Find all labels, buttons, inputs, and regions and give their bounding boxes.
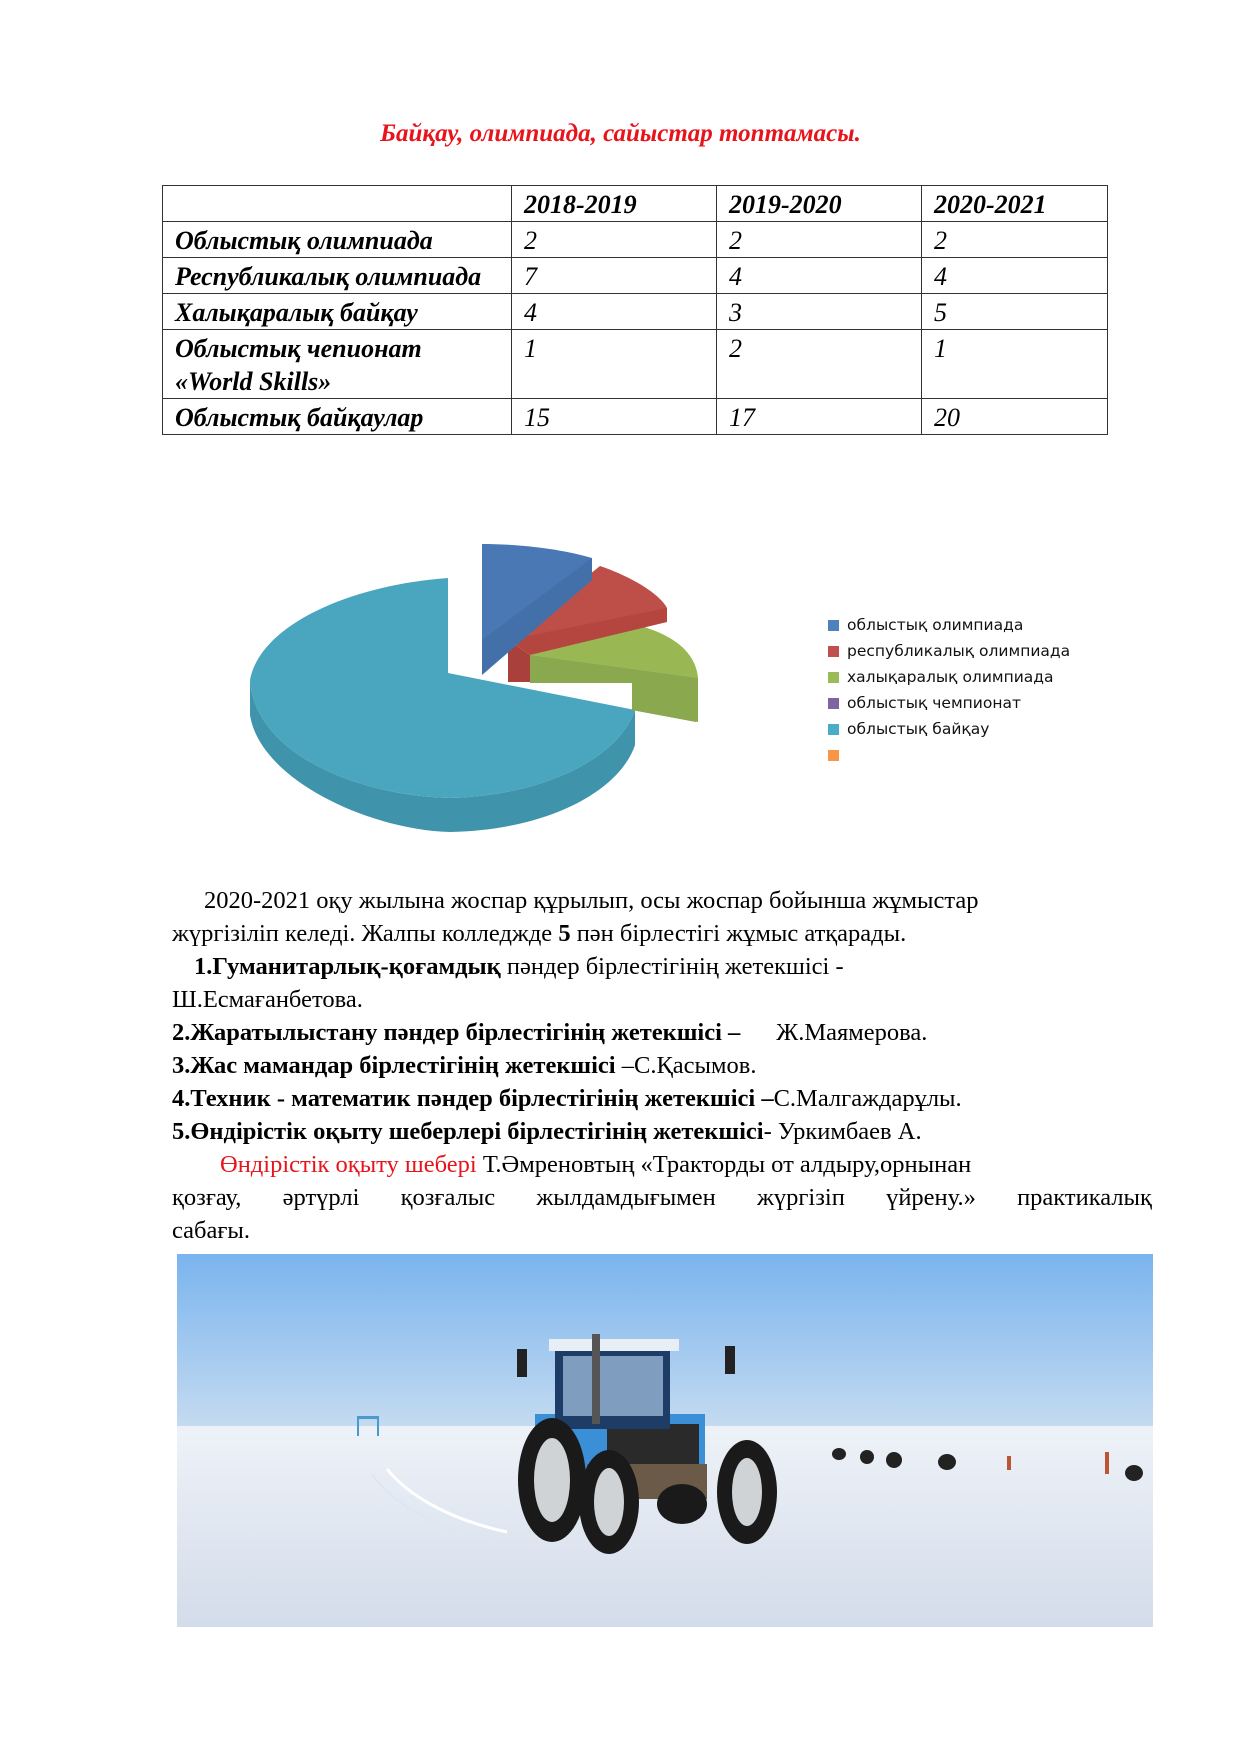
paragraph-line bbox=[172, 917, 1152, 950]
legend-swatch-icon bbox=[828, 646, 839, 657]
association-item bbox=[172, 1082, 1152, 1115]
association-title: 1.Гуманитарлық-қоғамдық bbox=[194, 953, 501, 980]
association-title: 4.Техник - математик пәндер бірлестігінің жетекшісі – bbox=[172, 1085, 774, 1112]
table-cell: 4 bbox=[922, 258, 1108, 294]
table-row bbox=[163, 399, 1108, 435]
legend-item bbox=[828, 690, 1070, 716]
table-row bbox=[163, 294, 1108, 330]
table-cell: 17 bbox=[717, 399, 922, 435]
association-item bbox=[172, 950, 1152, 983]
word: әртүрлі bbox=[282, 1184, 360, 1211]
paragraph-line: 2020-2021 оқу жылына жоспар құрылып, осы жоспар бойынша жұмыстар bbox=[204, 887, 979, 914]
column-header: 2019-2020 bbox=[717, 186, 922, 222]
legend-swatch-icon bbox=[828, 672, 839, 683]
legend-label: халықаралық олимпиада bbox=[847, 668, 1054, 686]
table-cell: 2 bbox=[717, 222, 922, 258]
association-leader: –С.Қасымов. bbox=[615, 1052, 757, 1079]
association-title: 5.Өндірістік оқыту шеберлері бірлестігінің жетекшісі bbox=[172, 1118, 764, 1145]
table-cell: 2 bbox=[512, 222, 717, 258]
word: қозғалыс bbox=[400, 1184, 496, 1211]
count-value: 5 bbox=[558, 920, 571, 947]
legend-swatch-icon bbox=[828, 698, 839, 709]
legend-label: республикалық олимпиада bbox=[847, 642, 1071, 660]
table-cell: 1 bbox=[512, 330, 717, 399]
legend-swatch-icon bbox=[828, 620, 839, 631]
association-leader: С.Малгаждарұлы. bbox=[773, 1085, 962, 1112]
legend-label: облыстық чемпионат bbox=[847, 694, 1022, 712]
highlight-text: Өндірістік оқыту шебері bbox=[220, 1151, 477, 1178]
association-item bbox=[172, 1115, 1152, 1148]
legend-item bbox=[828, 742, 1070, 768]
text: жүргізіліп келеді. Жалпы колледжде bbox=[172, 920, 559, 947]
legend-item bbox=[828, 638, 1070, 664]
word: жүргізіп bbox=[756, 1184, 845, 1211]
table-corner-cell bbox=[163, 186, 512, 222]
association-title: 2.Жаратылыстану пәндер бірлестігінің жетекшісі – bbox=[172, 1019, 741, 1046]
row-label: Облыстық олимпиада bbox=[163, 222, 512, 258]
legend-label: облыстық байқау bbox=[847, 720, 990, 738]
association-text: пәндер бірлестігінің жетекшісі - bbox=[500, 953, 844, 980]
pie-chart-graphic bbox=[220, 530, 780, 840]
row-label: Халықаралық байқау bbox=[163, 294, 512, 330]
table-cell: 20 bbox=[922, 399, 1108, 435]
legend-label: облыстық олимпиада bbox=[847, 616, 1024, 634]
table-cell: 15 bbox=[512, 399, 717, 435]
legend-item bbox=[828, 664, 1070, 690]
paragraph-line bbox=[172, 1181, 1152, 1214]
association-title: 3.Жас мамандар бірлестігінің жетекшісі bbox=[172, 1052, 616, 1079]
legend-swatch-icon bbox=[828, 724, 839, 735]
legend-item bbox=[828, 716, 1070, 742]
text: пән бірлестігі жұмыс атқарады. bbox=[570, 920, 907, 947]
text: Т.Әмреновтың «Тракторды от алдыру,орнынан bbox=[476, 1151, 972, 1178]
table-cell: 7 bbox=[512, 258, 717, 294]
word: үйрену.» bbox=[886, 1184, 976, 1211]
table-row bbox=[163, 258, 1108, 294]
table-row bbox=[163, 330, 1108, 399]
column-header: 2020-2021 bbox=[922, 186, 1108, 222]
competitions-table bbox=[162, 185, 1108, 435]
chart-legend bbox=[828, 612, 1070, 768]
tractor-photo bbox=[177, 1254, 1153, 1627]
association-item-cont: Ш.Есмағанбетова. bbox=[172, 986, 363, 1013]
table-cell: 5 bbox=[922, 294, 1108, 330]
table-cell: 2 bbox=[922, 222, 1108, 258]
legend-swatch-icon bbox=[828, 750, 839, 761]
table-header-row bbox=[163, 186, 1108, 222]
body-text bbox=[172, 884, 1152, 1247]
paragraph-line: сабағы. bbox=[172, 1217, 251, 1244]
row-label: Облыстық байқаулар bbox=[163, 399, 512, 435]
table-cell: 4 bbox=[717, 258, 922, 294]
word: қозғау, bbox=[172, 1184, 242, 1211]
row-label: Облыстық чепионат «World Skills» bbox=[163, 330, 512, 399]
word: жылдамдығымен bbox=[536, 1184, 716, 1211]
row-label: Республикалық олимпиада bbox=[163, 258, 512, 294]
page-title: Байқау, олимпиада, сайыстар топтамасы. bbox=[380, 120, 861, 147]
column-header: 2018-2019 bbox=[512, 186, 717, 222]
table-row bbox=[163, 222, 1108, 258]
association-item bbox=[172, 1016, 1152, 1049]
association-leader: - Уркимбаев А. bbox=[763, 1118, 922, 1145]
table-cell: 2 bbox=[717, 330, 922, 399]
table-cell: 4 bbox=[512, 294, 717, 330]
paragraph-line bbox=[172, 1148, 1152, 1181]
table-cell: 3 bbox=[717, 294, 922, 330]
word: практикалық bbox=[1017, 1184, 1152, 1211]
legend-item bbox=[828, 612, 1070, 638]
table-cell: 1 bbox=[922, 330, 1108, 399]
association-item bbox=[172, 1049, 1152, 1082]
tractor-image bbox=[177, 1254, 1153, 1627]
association-leader: Ж.Маямерова. bbox=[776, 1019, 928, 1046]
